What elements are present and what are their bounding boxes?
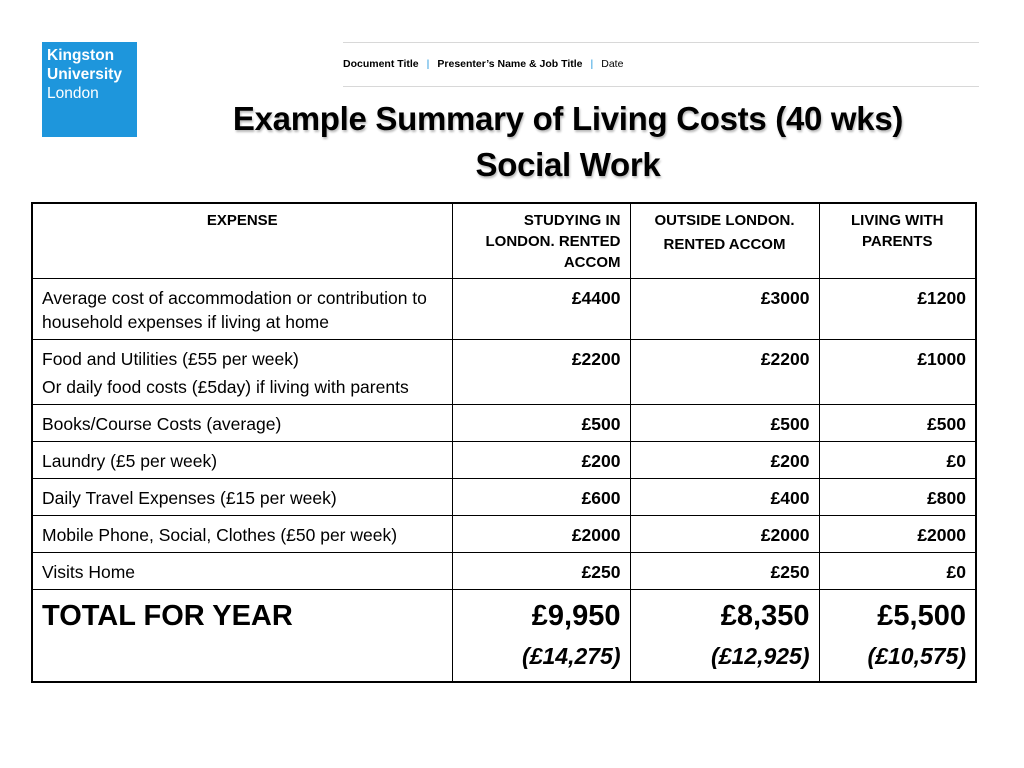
- table-row: [32, 516, 976, 553]
- expense-cell: [32, 340, 452, 405]
- parents-cost-cell: £500: [819, 405, 976, 442]
- expense-text: Mobile Phone, Social, Clothes (£50 per week): [42, 525, 398, 545]
- total-label: TOTAL FOR YEAR: [32, 590, 452, 682]
- outside-cost-cell: £500: [630, 405, 819, 442]
- table-row: [32, 279, 976, 340]
- header-cell-parents: LIVING WITH PARENTS: [819, 203, 976, 279]
- header-bottom-divider: [343, 86, 979, 87]
- total-outside-cell: [630, 590, 819, 682]
- expense-cell: [32, 516, 452, 553]
- london-cost-cell: £2200: [452, 340, 630, 405]
- kingston-university-logo: [42, 42, 137, 137]
- total-outside-alt-value: (£12,925): [711, 643, 810, 669]
- expense-text: Food and Utilities (£55 per week): [42, 349, 299, 369]
- expense-cell: [32, 279, 452, 340]
- header-separator: |: [590, 58, 594, 70]
- total-parents-cell: [819, 590, 976, 682]
- parents-cost-cell: £1000: [819, 340, 976, 405]
- total-london-cell: [452, 590, 630, 682]
- header-presenter: Presenter’s Name & Job Title: [437, 58, 583, 70]
- expense-text: Or daily food costs (£5day) if living with parents: [42, 377, 409, 397]
- total-london-alt-value: (£14,275): [522, 643, 621, 669]
- logo-line-university: University: [47, 66, 122, 83]
- logo-line-kingston: Kingston: [47, 47, 115, 64]
- outside-cost-cell: £3000: [630, 279, 819, 340]
- london-cost-cell: £200: [452, 442, 630, 479]
- header-cell-outside-london: [630, 203, 819, 279]
- header-outside-line-1: OUTSIDE LONDON.: [654, 212, 795, 229]
- table-row: [32, 405, 976, 442]
- expense-text: Books/Course Costs (average): [42, 414, 282, 434]
- slide-title: [130, 96, 1006, 188]
- outside-cost-cell: £2000: [630, 516, 819, 553]
- slide-title-line-1: Example Summary of Living Costs (40 wks): [232, 100, 904, 137]
- expense-text: Laundry (£5 per week): [42, 451, 218, 471]
- header-cell-expense: EXPENSE: [32, 203, 452, 279]
- header-document-title: Document Title: [343, 58, 419, 70]
- header-cell-london: STUDYING IN LONDON. RENTED ACCOM: [452, 203, 630, 279]
- total-parents-alt-value: (£10,575): [867, 643, 966, 669]
- table-row: [32, 479, 976, 516]
- header-date: Date: [601, 58, 624, 70]
- logo-line-london: London: [47, 85, 99, 102]
- expense-text: Average cost of accommodation or contribution to household expenses if living at home: [42, 288, 427, 332]
- parents-cost-cell: £1200: [819, 279, 976, 340]
- table-row: [32, 340, 976, 405]
- total-london-value: £9,950: [531, 600, 621, 632]
- total-outside-value: £8,350: [720, 600, 810, 632]
- outside-cost-cell: £250: [630, 553, 819, 590]
- london-cost-cell: £500: [452, 405, 630, 442]
- london-cost-cell: £250: [452, 553, 630, 590]
- header-outside-line-2: RENTED ACCOM: [663, 236, 786, 253]
- expense-cell: [32, 553, 452, 590]
- total-parents-value: £5,500: [877, 600, 966, 632]
- slide-title-line-2: Social Work: [475, 146, 661, 183]
- outside-cost-cell: £200: [630, 442, 819, 479]
- expense-cell: [32, 405, 452, 442]
- header-top-divider: [343, 42, 979, 43]
- parents-cost-cell: £0: [819, 442, 976, 479]
- parents-cost-cell: £2000: [819, 516, 976, 553]
- table-header-row: [32, 203, 976, 279]
- outside-cost-cell: £2200: [630, 340, 819, 405]
- expense-cell: [32, 479, 452, 516]
- london-cost-cell: £4400: [452, 279, 630, 340]
- parents-cost-cell: £0: [819, 553, 976, 590]
- outside-cost-cell: £400: [630, 479, 819, 516]
- table-total-row: [32, 590, 976, 682]
- slide-header: [343, 57, 623, 71]
- expense-text: Daily Travel Expenses (£15 per week): [42, 488, 337, 508]
- london-cost-cell: £2000: [452, 516, 630, 553]
- living-costs-table: [31, 202, 977, 683]
- table-row: [32, 553, 976, 590]
- parents-cost-cell: £800: [819, 479, 976, 516]
- table-row: [32, 442, 976, 479]
- london-cost-cell: £600: [452, 479, 630, 516]
- expense-cell: [32, 442, 452, 479]
- expense-text: Visits Home: [42, 562, 136, 582]
- header-separator: |: [426, 58, 430, 70]
